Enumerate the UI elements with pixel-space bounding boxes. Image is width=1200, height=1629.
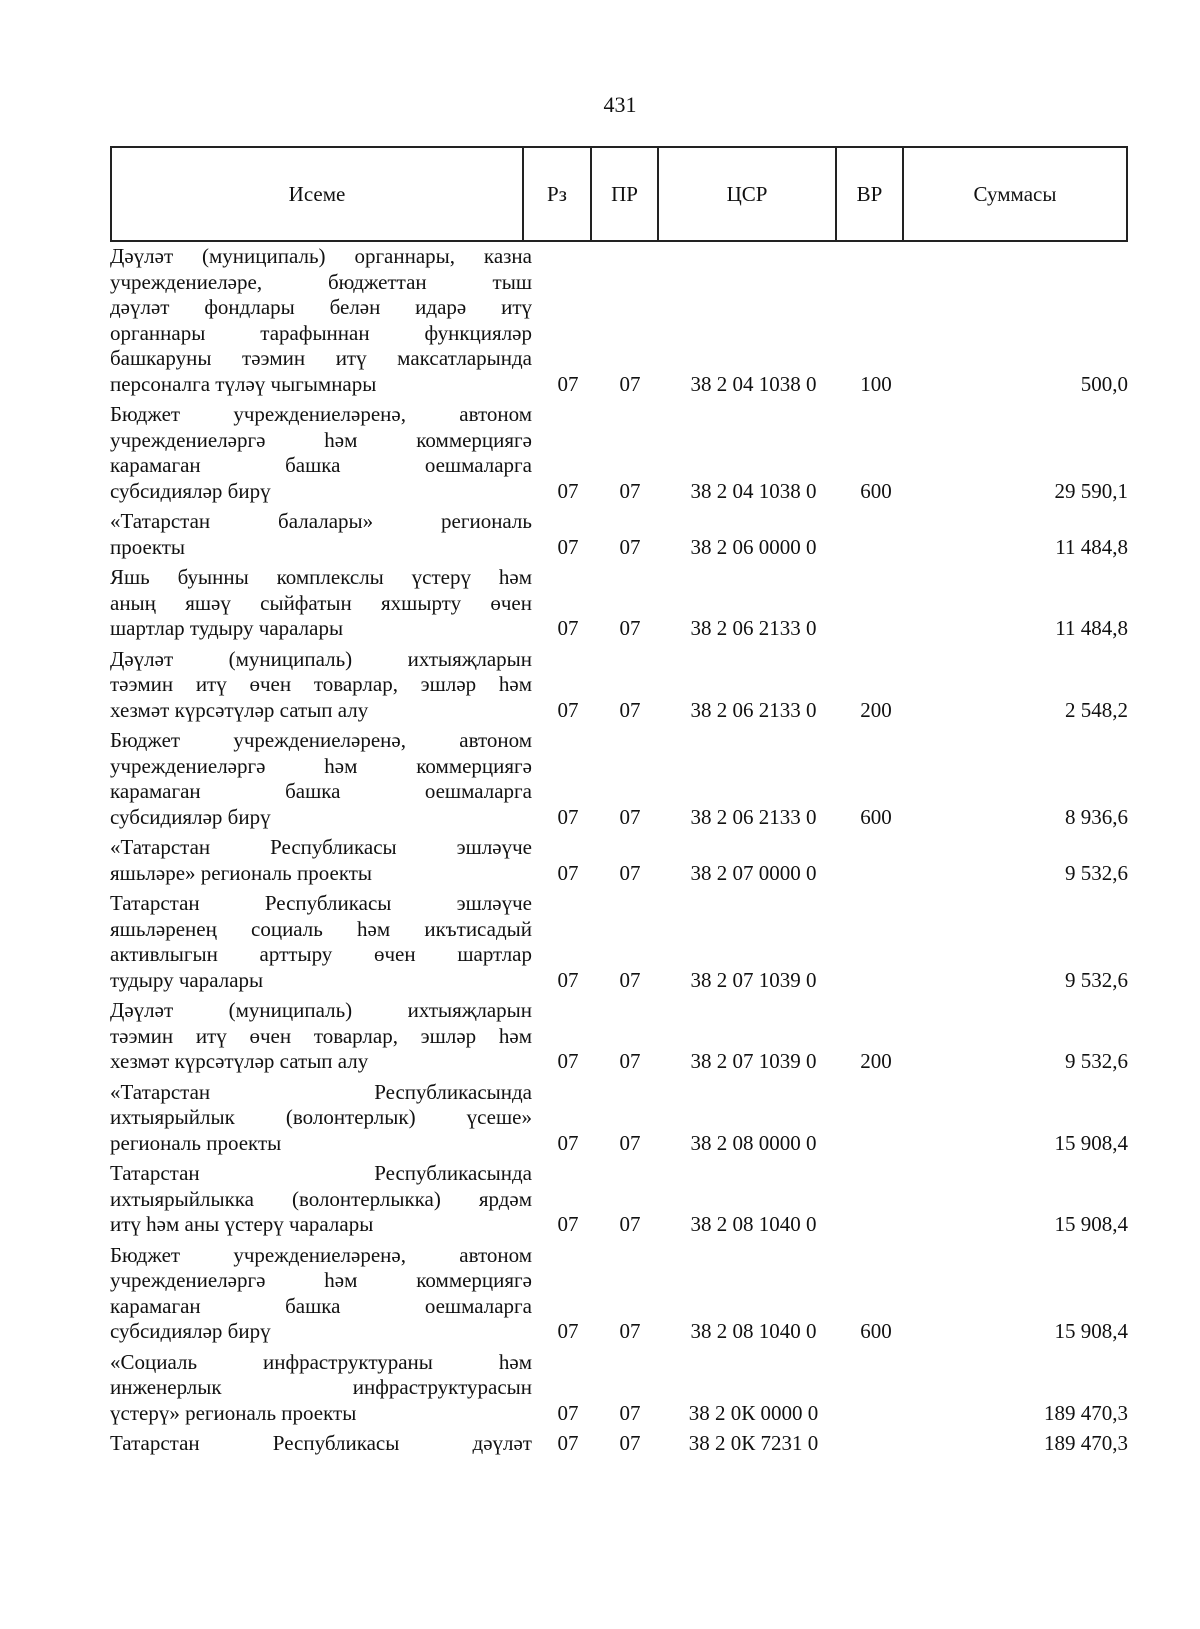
row-name-line: «Татарстан Республикасы эшләүче: [110, 835, 532, 859]
row-pr: 07: [619, 860, 641, 885]
table-row: [110, 244, 1130, 397]
row-rz: 07: [557, 1319, 579, 1343]
row-name-line: Дәүләт (муниципаль) органнары, казна: [110, 244, 532, 268]
row-pr: 07: [619, 616, 641, 640]
row-name-line: Яшь буынны комплекслы үстерү һәм: [110, 565, 532, 589]
row-name: [110, 1161, 532, 1238]
row-vr: 200: [860, 1049, 892, 1073]
row-rz: 07: [557, 1212, 579, 1236]
row-name-line: хезмәт күрсәтүләр сатып алу: [110, 1049, 369, 1073]
row-csr: 38 2 06 0000 0: [690, 534, 817, 559]
row-name: [110, 647, 532, 724]
row-sum: 15 908,4: [1054, 1212, 1128, 1236]
row-name-line: региональ проекты: [110, 1130, 282, 1155]
row-pr: 07: [619, 697, 641, 722]
row-name-line: Татарстан Республикасы эшләүче: [110, 891, 532, 915]
row-name-line: Бюджет учреждениеләренә, автоном: [110, 1242, 532, 1267]
row-name-line: тәэмин итү өчен товарлар, эшләр һәм: [110, 672, 532, 696]
row-name-line: аның яшәү сыйфатын яхшырту өчен: [110, 590, 532, 615]
row-name-line: инженерлык инфраструктурасын: [110, 1375, 532, 1399]
row-name-line: Татарстан Республикасында: [110, 1161, 532, 1185]
row-name-line: учреждениеләргә һәм коммерциягә: [110, 1268, 532, 1292]
row-name-line: үстерү» региональ проекты: [110, 1400, 357, 1425]
row-name-line: субсидияләр бирү: [110, 804, 271, 829]
header-pr: ПР: [592, 148, 659, 240]
row-sum: 189 470,3: [1044, 1400, 1128, 1425]
row-pr: 07: [619, 478, 641, 503]
row-csr: 38 2 06 2133 0: [690, 616, 817, 640]
row-sum: 9 532,6: [1065, 967, 1128, 992]
row-name-line: Дәүләт (муниципаль) ихтыяҗларын: [110, 998, 532, 1022]
row-sum: 15 908,4: [1054, 1130, 1128, 1155]
row-name-line: Бюджет учреждениеләренә, автоном: [110, 728, 532, 752]
row-rz: 07: [557, 967, 579, 992]
table-row: [110, 891, 1130, 993]
row-csr: 38 2 06 2133 0: [690, 697, 817, 722]
row-pr: 07: [619, 1212, 641, 1236]
row-name-line: органнары тарафыннан функцияләр: [110, 320, 532, 345]
row-name-line: хезмәт күрсәтүләр сатып алу: [110, 697, 369, 722]
row-name-line: яшьләре» региональ проекты: [110, 860, 373, 885]
row-name-line: Татарстан Республикасы дәүләт: [110, 1431, 532, 1455]
table-row: [110, 647, 1130, 724]
header-vr: ВР: [837, 148, 904, 240]
table-row: [110, 1431, 1130, 1457]
row-name: [110, 1350, 532, 1427]
row-sum: 9 532,6: [1065, 860, 1128, 885]
row-csr: 38 2 07 0000 0: [690, 860, 817, 885]
header-csr: ЦСР: [659, 148, 837, 240]
table-row: [110, 998, 1130, 1075]
row-name-line: ихтыярыйлык (волонтерлык) үсеше»: [110, 1105, 532, 1129]
row-sum: 189 470,3: [1044, 1431, 1128, 1455]
table-row: [110, 509, 1130, 560]
table-row: [110, 1080, 1130, 1157]
row-name-line: «Социаль инфраструктураны һәм: [110, 1349, 532, 1374]
row-pr: 07: [619, 967, 641, 992]
table-row: [110, 835, 1130, 886]
row-sum: 15 908,4: [1054, 1319, 1128, 1343]
row-name-line: шартлар тудыру чаралары: [110, 616, 344, 640]
row-name-line: тәэмин итү өчен товарлар, эшләр һәм: [110, 1023, 532, 1048]
row-name: [110, 402, 532, 504]
row-csr: 38 2 08 0000 0: [690, 1130, 817, 1155]
row-pr: 07: [619, 1431, 641, 1455]
row-csr: 38 2 08 1040 0: [690, 1319, 817, 1343]
row-name-line: персоналга түләү чыгымнары: [110, 371, 377, 396]
row-name-line: учреждениеләре, бюджеттан тыш: [110, 269, 532, 294]
row-name-line: итү һәм аны үстерү чаралары: [110, 1212, 374, 1236]
row-pr: 07: [619, 1049, 641, 1073]
table-row: [110, 402, 1130, 504]
table-row: [110, 1161, 1130, 1238]
row-vr: 100: [860, 371, 892, 396]
row-csr: 38 2 06 2133 0: [690, 804, 817, 829]
row-csr: 38 2 04 1038 0: [690, 478, 817, 503]
row-csr: 38 2 07 1039 0: [690, 1049, 817, 1073]
row-name-line: субсидияләр бирү: [110, 1319, 271, 1343]
row-vr: 200: [860, 697, 892, 722]
row-name-line: Дәүләт (муниципаль) ихтыяҗларын: [110, 646, 532, 671]
row-vr: 600: [860, 1319, 892, 1343]
table-row: [110, 728, 1130, 830]
row-sum: 2 548,2: [1065, 697, 1128, 722]
row-pr: 07: [619, 534, 641, 559]
row-rz: 07: [557, 860, 579, 885]
row-sum: 500,0: [1080, 371, 1128, 396]
row-name: [110, 891, 532, 993]
row-vr: 600: [860, 478, 892, 503]
table-row: [110, 1243, 1130, 1345]
row-csr: 38 2 08 1040 0: [690, 1212, 817, 1236]
row-sum: 11 484,8: [1055, 616, 1128, 640]
row-vr: 600: [860, 804, 892, 829]
row-name-line: учреждениеләргә һәм коммерциягә: [110, 753, 532, 778]
row-name: [110, 728, 532, 830]
row-sum: 29 590,1: [1054, 478, 1128, 503]
row-sum: 8 936,6: [1065, 804, 1128, 829]
table-row: [110, 565, 1130, 642]
row-name-line: субсидияләр бирү: [110, 478, 271, 503]
row-csr: 38 2 0К 0000 0: [688, 1400, 819, 1425]
row-sum: 11 484,8: [1055, 534, 1128, 559]
row-name: [110, 509, 532, 560]
row-csr: 38 2 04 1038 0: [690, 371, 817, 396]
row-rz: 07: [557, 1049, 579, 1073]
header-sum: Суммасы: [973, 181, 1057, 206]
row-rz: 07: [557, 478, 579, 503]
row-name-line: башкаруны тәэмин итү максатларында: [110, 346, 532, 370]
row-rz: 07: [557, 616, 579, 640]
row-name-line: дәүләт фондлары белән идарә итү: [110, 295, 532, 319]
row-rz: 07: [557, 371, 579, 396]
row-rz: 07: [557, 1130, 579, 1155]
row-rz: 07: [557, 1400, 579, 1425]
row-rz: 07: [557, 804, 579, 829]
row-pr: 07: [619, 1130, 641, 1155]
row-name: [110, 244, 532, 397]
row-name-line: ихтыярыйлыкка (волонтерлыкка) ярдәм: [110, 1186, 532, 1211]
header-name: Исеме: [112, 148, 524, 240]
row-name-line: карамаган башка оешмаларга: [110, 779, 532, 803]
row-name-line: активлыгын арттыру өчен шартлар: [110, 942, 532, 966]
row-name: [110, 565, 532, 642]
row-name-line: тудыру чаралары: [110, 967, 264, 992]
row-rz: 07: [557, 1431, 579, 1455]
header-rz: Рз: [524, 148, 592, 240]
row-pr: 07: [619, 804, 641, 829]
row-name: [110, 1080, 532, 1157]
row-name: [110, 835, 532, 886]
row-pr: 07: [619, 371, 641, 396]
row-name-line: карамаган башка оешмаларга: [110, 1293, 532, 1318]
row-name-line: учреждениеләргә һәм коммерциягә: [110, 427, 532, 452]
table-body: [110, 244, 1130, 1462]
row-name: [110, 998, 532, 1075]
row-name: [110, 1431, 532, 1457]
table-row: [110, 1350, 1130, 1427]
row-name: [110, 1243, 532, 1345]
row-sum: 9 532,6: [1065, 1049, 1128, 1073]
row-name-line: яшьләренең социаль һәм икътисадый: [110, 916, 532, 941]
row-rz: 07: [557, 534, 579, 559]
row-pr: 07: [619, 1400, 641, 1425]
table-header: [110, 146, 1128, 242]
row-rz: 07: [557, 697, 579, 722]
row-csr: 38 2 07 1039 0: [690, 967, 817, 992]
row-pr: 07: [619, 1319, 641, 1343]
row-csr: 38 2 0К 7231 0: [688, 1431, 819, 1455]
row-name-line: «Татарстан Республикасында: [110, 1079, 532, 1104]
row-name-line: проекты: [110, 534, 186, 559]
row-name-line: «Татарстан балалары» региональ: [110, 509, 532, 533]
page-number: 431: [603, 92, 637, 117]
row-name-line: карамаган башка оешмаларга: [110, 453, 532, 477]
row-name-line: Бюджет учреждениеләренә, автоном: [110, 402, 532, 426]
